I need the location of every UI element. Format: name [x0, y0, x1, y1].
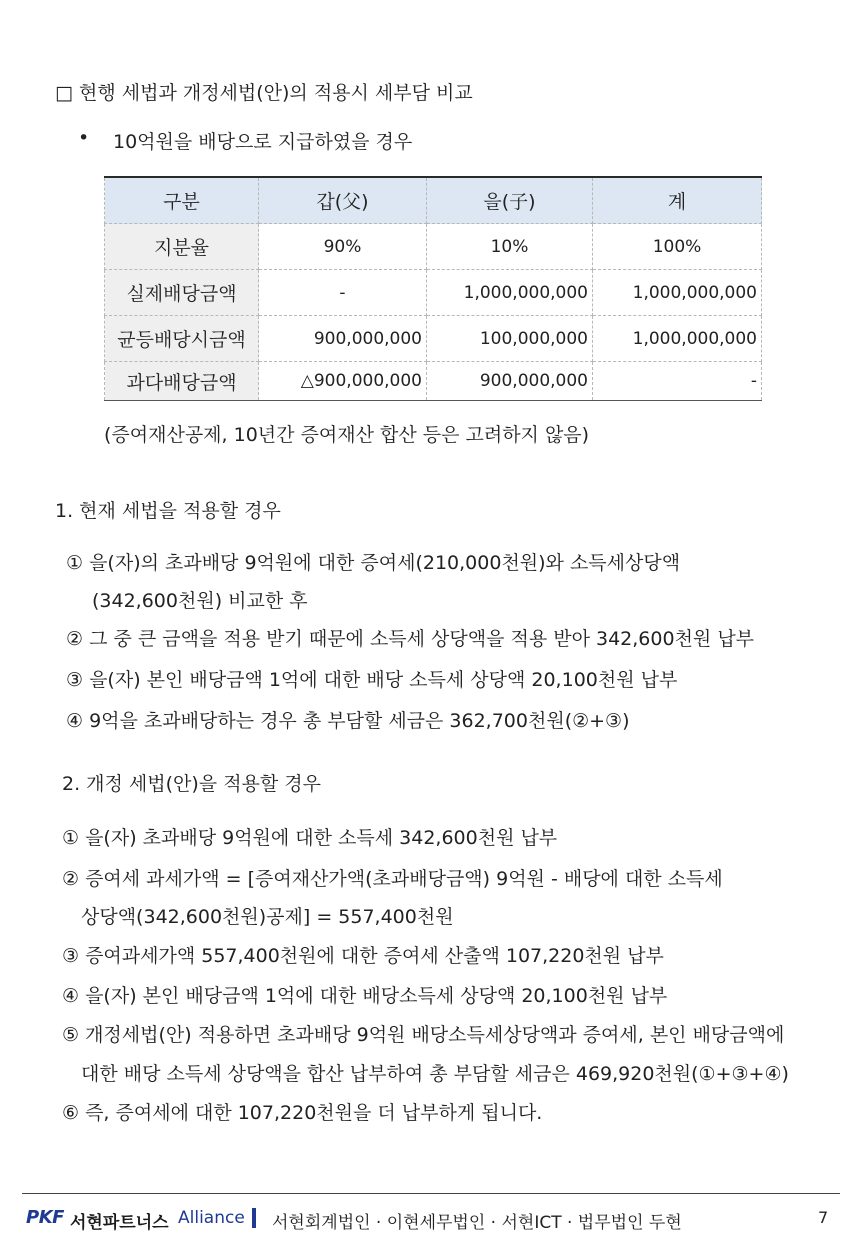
table-header-row: [105, 177, 762, 224]
table-row: [105, 362, 762, 401]
section2-line: ④ 을(자) 본인 배당금액 1억에 대한 배당소득세 상당액 20,100천원 납부: [62, 985, 668, 1007]
section-heading: □ 현행 세법과 개정세법(안)의 적용시 세부담 비교: [55, 82, 473, 104]
table-cell: 100%: [593, 224, 762, 270]
row-label: 균등배당시금액: [105, 316, 259, 362]
pkf-logo: PKF: [26, 1207, 64, 1228]
section2-line: ⑤ 개정세법(안) 적용하면 초과배당 9억원 배당소득세상당액과 증여세, 본인 배당금액에: [62, 1024, 785, 1046]
section2-line: 상당액(342,600천원)공제] = 557,400천원: [81, 906, 454, 928]
table-cell: 10%: [427, 224, 593, 270]
row-label: 과다배당금액: [105, 362, 259, 401]
section1-title: 1. 현재 세법을 적용할 경우: [55, 500, 281, 522]
table-cell: △900,000,000: [259, 362, 427, 401]
section2-title: 2. 개정 세법(안)을 적용할 경우: [62, 773, 322, 795]
section2-line: ③ 증여과세가액 557,400천원에 대한 증여세 산출액 107,220천원 납부: [62, 945, 664, 967]
bullet-dot: •: [78, 127, 90, 149]
header-category: 구분: [105, 177, 259, 224]
table-row: [105, 224, 762, 270]
header-father: 갑(父): [259, 177, 427, 224]
header-son: 을(子): [427, 177, 593, 224]
section2-line: ① 을(자) 초과배당 9억원에 대한 소득세 342,600천원 납부: [62, 827, 558, 849]
table-cell: 90%: [259, 224, 427, 270]
section1-line: ③ 을(자) 본인 배당금액 1억에 대한 배당 소득세 상당액 20,100천원 납부: [66, 669, 678, 691]
table-note: (증여재산공제, 10년간 증여재산 합산 등은 고려하지 않음): [104, 424, 590, 446]
footer-divider: [22, 1193, 840, 1194]
table-cell: 100,000,000: [427, 316, 593, 362]
table-cell: 1,000,000,000: [427, 270, 593, 316]
table-cell: -: [593, 362, 762, 401]
section1-line: ① 을(자)의 초과배당 9억원에 대한 증여세(210,000천원)와 소득세상당액: [66, 552, 681, 574]
alliance-label: Alliance: [178, 1208, 245, 1228]
table-cell: -: [259, 270, 427, 316]
table-cell: 1,000,000,000: [593, 270, 762, 316]
table-cell: 900,000,000: [259, 316, 427, 362]
table-row: [105, 270, 762, 316]
page-number: 7: [818, 1208, 829, 1227]
section2-line: 대한 배당 소득세 상당액을 합산 납부하여 총 부담할 세금은 469,920천원(①+③+④): [81, 1063, 789, 1085]
table-row: [105, 316, 762, 362]
table-cell: 1,000,000,000: [593, 316, 762, 362]
comparison-table: [104, 176, 762, 401]
bullet-text: 10억원을 배당으로 지급하였을 경우: [113, 131, 413, 153]
row-label: 실제배당금액: [105, 270, 259, 316]
footer-separator-bar: [252, 1208, 256, 1228]
header-total: 계: [593, 177, 762, 224]
table-cell: 900,000,000: [427, 362, 593, 401]
section1-line: ② 그 중 큰 금액을 적용 받기 때문에 소득세 상당액을 적용 받아 342,600천원 납부: [66, 628, 755, 650]
section1-line: ④ 9억을 초과배당하는 경우 총 부담할 세금은 362,700천원(②+③): [66, 710, 630, 732]
section2-line: ② 증여세 과세가액 = [증여재산가액(초과배당금액) 9억원 - 배당에 대한 소득세: [62, 868, 723, 890]
firm-name: 서현파트너스: [70, 1213, 169, 1233]
section2-line: ⑥ 즉, 증여세에 대한 107,220천원을 더 납부하게 됩니다.: [62, 1102, 543, 1124]
member-firms: 서현회계법인 · 이현세무법인 · 서현ICT · 법무법인 두현: [272, 1213, 682, 1233]
row-label: 지분율: [105, 224, 259, 270]
section1-line: (342,600천원) 비교한 후: [92, 590, 308, 612]
